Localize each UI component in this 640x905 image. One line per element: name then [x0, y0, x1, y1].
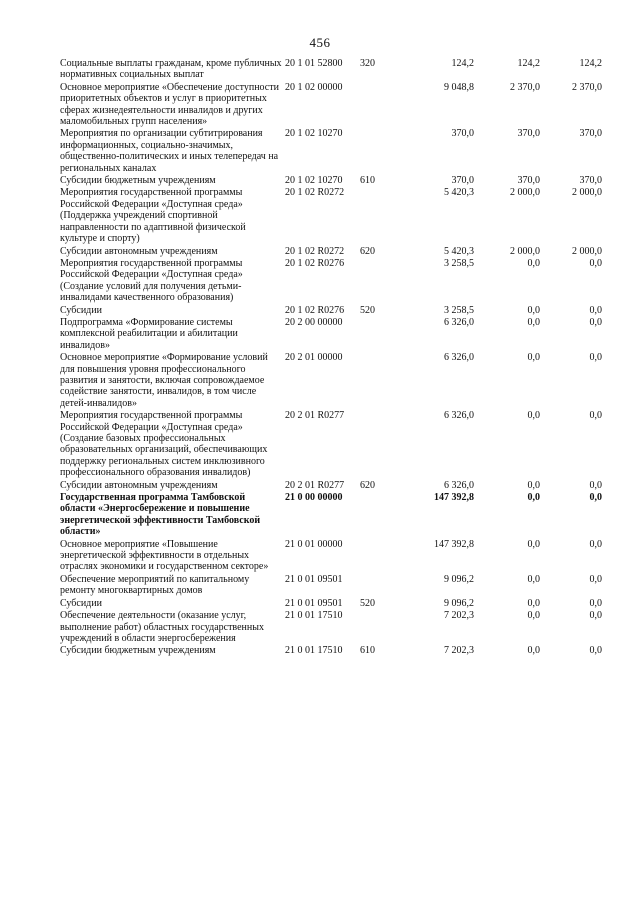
row-name-cell: Основное мероприятие «Повышение энергетической эффективности в отдельных отраслях экономики и государственном секторе»	[60, 538, 269, 573]
table-row	[60, 128, 602, 175]
expense-type-cell	[360, 410, 390, 479]
table-row	[60, 574, 602, 598]
table-row	[60, 645, 602, 657]
amount-year-2-cell: 124,2	[517, 58, 540, 69]
row-name-cell: Мероприятия государственной программы Российской Федерации «Доступная среда» (Поддержка учреждений спортивной направленности по адаптивной физической культуре и спорту)	[60, 187, 246, 245]
budget-rows	[60, 58, 602, 658]
target-code-cell: 20 2 01 R0277	[285, 479, 345, 491]
amount-year-3-cell: 0,0	[589, 610, 602, 622]
amount-year-1-cell: 3 258,5	[444, 304, 474, 316]
expense-type-cell	[360, 187, 390, 245]
amount-year-2-cell: 0,0	[527, 597, 540, 609]
row-name-cell: Субсидии бюджетным учреждениям	[60, 645, 216, 657]
target-code-cell: 21 0 01 00000	[285, 538, 343, 550]
amount-year-1-cell: 7 202,3	[444, 645, 474, 657]
expense-type-cell	[360, 82, 390, 129]
table-row	[60, 258, 602, 305]
row-name-cell: Основное мероприятие «Формирование условий для повышения уровня профессионального развития и занятости, включая сопровождаемое содействие занятости, инвалидов, в том числе детей-инвалидов»	[60, 352, 268, 409]
amount-year-1-cell: 7 202,3	[444, 610, 474, 622]
amount-year-2-cell: 0,0	[527, 479, 540, 491]
target-code-cell: 20 1 02 R0272	[285, 245, 345, 257]
amount-year-3-cell: 0,0	[589, 304, 602, 316]
expense-type-cell	[360, 610, 390, 645]
row-name-cell: Мероприятия государственной программы Российской Федерации «Доступная среда» (Создание базовых профессиональных образовательных организаций, обеспечивающих поддержку региональных систем инклюзивного профессионального образования инвалидов)	[60, 410, 268, 479]
row-name-cell: Социальные выплаты гражданам, кроме публичных нормативных социальных выплат	[60, 58, 282, 81]
expense-type-cell: 610	[360, 645, 375, 657]
amount-year-1-cell: 6 326,0	[444, 352, 474, 364]
expense-type-cell: 520	[360, 597, 375, 609]
amount-year-2-cell: 0,0	[527, 304, 540, 316]
amount-year-3-cell: 124,2	[579, 58, 602, 69]
row-name-cell: Субсидии	[60, 597, 102, 609]
amount-year-3-cell: 0,0	[589, 352, 602, 364]
table-row	[60, 492, 602, 539]
expense-type-cell	[360, 574, 390, 598]
row-name-cell: Субсидии	[60, 304, 102, 316]
target-code-cell: 21 0 01 17510	[285, 645, 343, 657]
amount-year-2-cell: 2 000,0	[510, 187, 540, 199]
amount-year-3-cell: 0,0	[589, 645, 602, 657]
row-name-cell: Подпрограмма «Формирование системы комплексной реабилитации и абилитации инвалидов»	[60, 316, 238, 351]
target-code-cell: 21 0 01 09501	[285, 573, 343, 585]
amount-year-3-cell: 2 000,0	[572, 245, 602, 257]
amount-year-2-cell: 0,0	[527, 257, 540, 269]
row-name-cell: Основное мероприятие «Обеспечение доступности приоритетных объектов и услуг в приоритетных сферах жизнедеятельности инвалидов и других маломобильных групп населения»	[60, 81, 279, 128]
row-name-cell: Обеспечение мероприятий по капитальному ремонту многоквартирных домов	[60, 573, 250, 597]
amount-year-1-cell: 6 326,0	[444, 479, 474, 491]
amount-year-1-cell: 5 420,3	[444, 187, 474, 199]
amount-year-3-cell: 0,0	[589, 492, 602, 504]
amount-year-2-cell: 0,0	[527, 610, 540, 622]
amount-year-2-cell: 0,0	[527, 352, 540, 364]
amount-year-3-cell: 0,0	[589, 479, 602, 491]
amount-year-2-cell: 370,0	[517, 175, 540, 187]
table-row	[60, 246, 602, 258]
target-code-cell: 20 1 02 10270	[285, 175, 343, 187]
amount-year-1-cell: 9 096,2	[444, 573, 474, 585]
expense-type-cell: 320	[360, 58, 375, 69]
row-name-cell: Субсидии автономным учреждениям	[60, 245, 218, 257]
table-row	[60, 82, 602, 129]
target-code-cell: 20 1 02 10270	[285, 128, 343, 140]
amount-year-2-cell: 0,0	[527, 410, 540, 422]
expense-type-cell	[360, 352, 390, 410]
amount-year-3-cell: 370,0	[579, 128, 602, 140]
amount-year-3-cell: 0,0	[589, 316, 602, 328]
amount-year-2-cell: 0,0	[527, 316, 540, 328]
expense-type-cell: 520	[360, 304, 375, 316]
expense-type-cell	[360, 128, 390, 175]
amount-year-3-cell: 0,0	[589, 410, 602, 422]
amount-year-2-cell: 370,0	[517, 128, 540, 140]
table-row	[60, 317, 602, 352]
row-name-cell: Субсидии бюджетным учреждениям	[60, 175, 216, 187]
amount-year-1-cell: 9 096,2	[444, 597, 474, 609]
target-code-cell: 20 2 00 00000	[285, 316, 343, 328]
expense-type-cell	[360, 539, 390, 574]
row-name-cell: Субсидии автономным учреждениям	[60, 479, 218, 491]
amount-year-1-cell: 5 420,3	[444, 245, 474, 257]
amount-year-2-cell: 0,0	[527, 538, 540, 550]
expense-type-cell	[360, 492, 390, 539]
table-row	[60, 58, 602, 82]
row-name-cell: Государственная программа Тамбовской области «Энергосбережение и повышение энергетической эффективности Тамбовской области»	[60, 492, 261, 538]
expense-type-cell: 610	[360, 175, 375, 187]
row-name-cell: Мероприятия по организации субтитрирования информационных, социально-значимых, общественно-политических и иных телепередач на региональных каналах	[60, 128, 279, 174]
amount-year-1-cell: 6 326,0	[444, 410, 474, 422]
row-name-cell: Мероприятия государственной программы Российской Федерации «Доступная среда» (Создание условий для получения детьми-инвалидами качественного образования)	[60, 257, 243, 304]
target-code-cell: 20 1 01 52800	[285, 58, 343, 69]
target-code-cell: 21 0 01 09501	[285, 597, 343, 609]
page-number: 456	[309, 35, 331, 50]
target-code-cell: 20 1 02 R0272	[285, 187, 345, 199]
target-code-cell: 20 1 02 00000	[285, 81, 343, 93]
amount-year-2-cell: 0,0	[527, 573, 540, 585]
target-code-cell: 21 0 00 00000	[285, 492, 343, 504]
budget-table	[60, 58, 602, 658]
table-row	[60, 352, 602, 410]
table-row	[60, 610, 602, 645]
table-row	[60, 539, 602, 574]
amount-year-3-cell: 370,0	[579, 175, 602, 187]
amount-year-3-cell: 2 000,0	[572, 187, 602, 199]
amount-year-1-cell: 147 392,8	[434, 538, 474, 550]
amount-year-1-cell: 9 048,8	[444, 81, 474, 93]
amount-year-2-cell: 0,0	[527, 645, 540, 657]
table-row	[60, 187, 602, 245]
table-row	[60, 598, 602, 610]
target-code-cell: 20 1 02 R0276	[285, 304, 345, 316]
target-code-cell: 20 1 02 R0276	[285, 257, 345, 269]
table-row	[60, 410, 602, 479]
amount-year-3-cell: 2 370,0	[572, 81, 602, 93]
amount-year-3-cell: 0,0	[589, 257, 602, 269]
row-name-cell: Обеспечение деятельности (оказание услуг, выполнение работ) областных государственных учреждений в области энергосбережения	[60, 610, 264, 644]
amount-year-1-cell: 3 258,5	[444, 257, 474, 269]
amount-year-2-cell: 0,0	[527, 492, 540, 504]
amount-year-1-cell: 147 392,8	[434, 492, 474, 504]
table-row	[60, 175, 602, 187]
amount-year-3-cell: 0,0	[589, 597, 602, 609]
amount-year-2-cell: 2 000,0	[510, 245, 540, 257]
expense-type-cell	[360, 258, 390, 305]
expense-type-cell: 620	[360, 245, 375, 257]
amount-year-2-cell: 2 370,0	[510, 81, 540, 93]
amount-year-3-cell: 0,0	[589, 573, 602, 585]
target-code-cell: 21 0 01 17510	[285, 610, 343, 622]
table-row	[60, 480, 602, 492]
table-row	[60, 305, 602, 317]
expense-type-cell	[360, 317, 390, 352]
amount-year-1-cell: 6 326,0	[444, 316, 474, 328]
expense-type-cell: 620	[360, 479, 375, 491]
amount-year-3-cell: 0,0	[589, 538, 602, 550]
amount-year-1-cell: 370,0	[451, 175, 474, 187]
target-code-cell: 20 2 01 00000	[285, 352, 343, 364]
amount-year-1-cell: 124,2	[451, 58, 474, 69]
amount-year-1-cell: 370,0	[451, 128, 474, 140]
target-code-cell: 20 2 01 R0277	[285, 410, 345, 422]
